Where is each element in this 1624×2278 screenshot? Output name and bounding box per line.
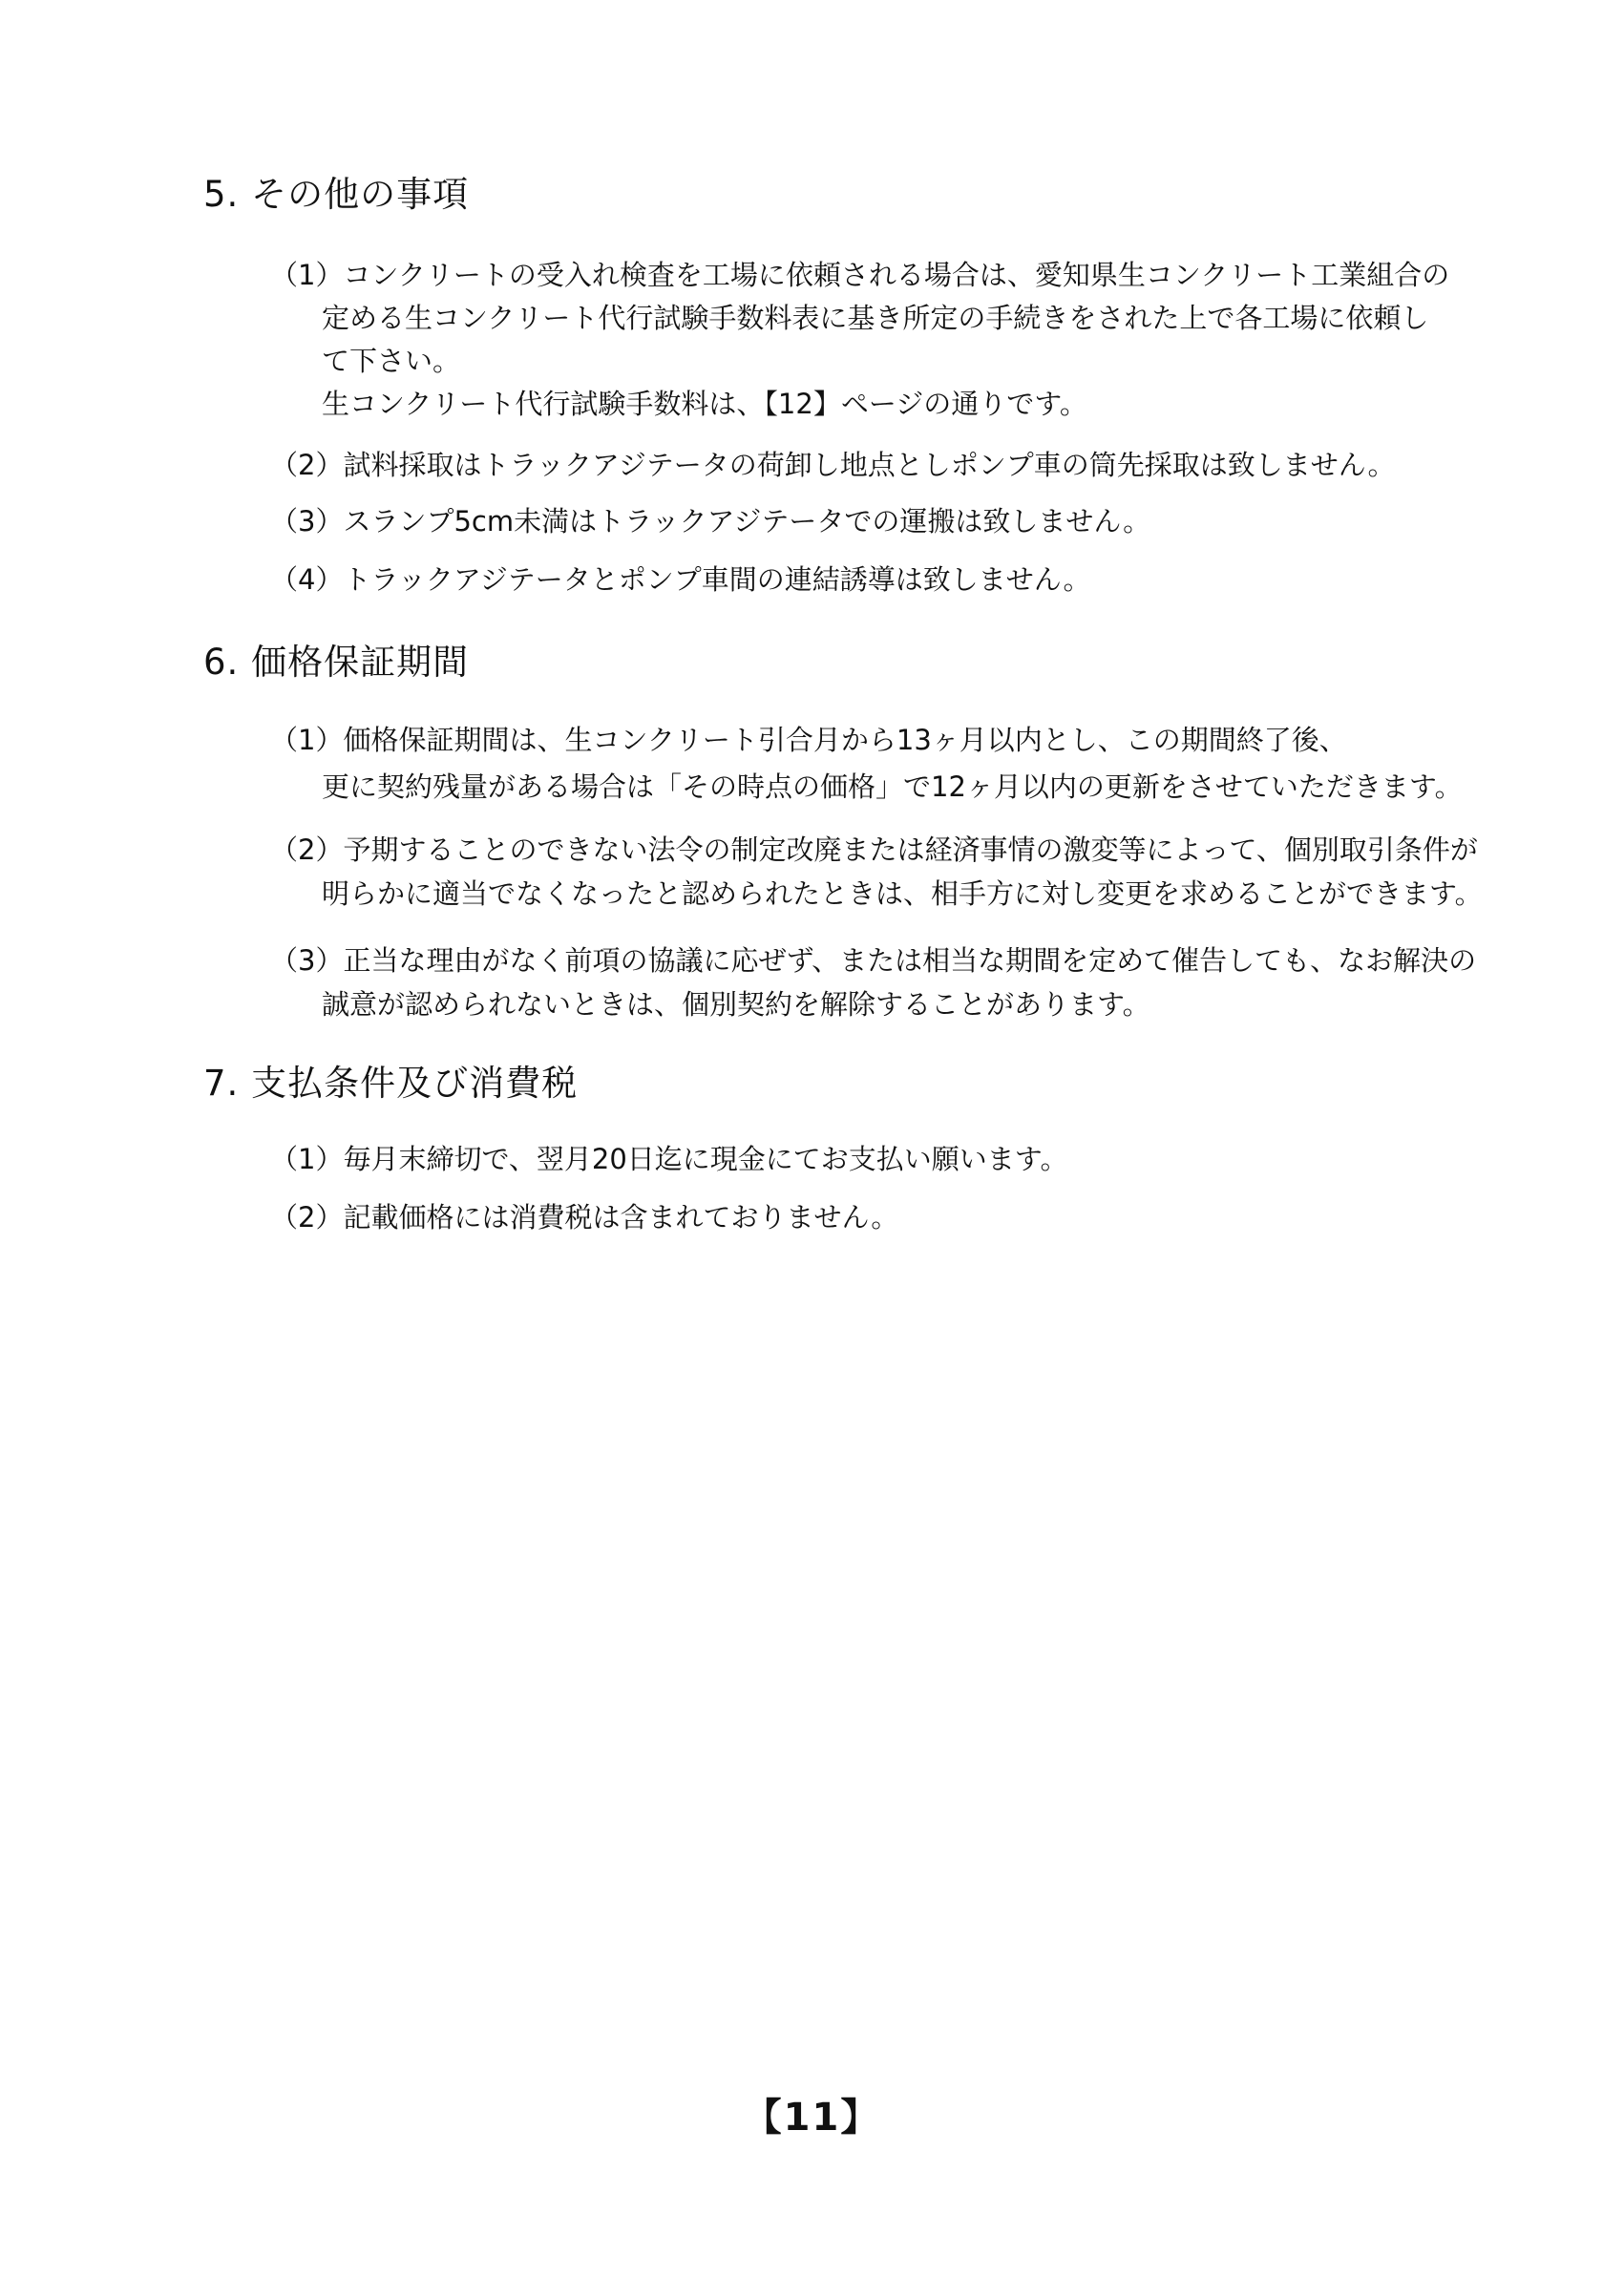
item-line: 定める生コンクリート代行試験手数料表に基き所定の手続きをされた上で各工場に依頼し [322,302,1429,334]
item-line: （4）トラックアジテータとポンプ車間の連結誘導は致しません。 [270,563,1091,596]
item-line: て下さい。 [322,345,461,377]
item-line: （3）スランプ5cm未満はトラックアジテータでの運搬は致しません。 [270,505,1151,538]
item-line: 誠意が認められないときは、個別契約を解除することがあります。 [322,988,1150,1021]
item-line: 生コンクリート代行試験手数料は、【12】ページの通りです。 [322,388,1087,420]
item-line: （1）コンクリートの受入れ検査を工場に依頼される場合は、愛知県生コンクリート工業組合の [270,259,1450,291]
item-line: （3）正当な理由がなく前項の協議に応ぜず、または相当な期間を定めて催告しても、なお解決の [270,944,1477,977]
item-line: （2）試料採取はトラックアジテータの荷卸し地点としポンプ車の筒先採取は致しません。 [270,449,1396,481]
item-line: 明らかに適当でなくなったと認められたときは、相手方に対し変更を求めることができます。 [322,877,1483,910]
item-line: （1）価格保証期間は、生コンクリート引合月から13ヶ月以内とし、この期間終了後、 [270,724,1347,756]
page-number: 【11】 [743,2096,881,2140]
item-line: （2）予期することのできない法令の制定改廃または経済事情の激変等によって、個別取引条件が [270,833,1478,866]
section-heading-7: 7. 支払条件及び消費税 [203,1063,579,1104]
item-line: （2）記載価格には消費税は含まれておりません。 [270,1201,899,1234]
item-line: 更に契約残量がある場合は「その時点の価格」で12ヶ月以内の更新をさせていただきます。 [322,770,1463,803]
section-heading-5: 5. その他の事項 [203,174,470,215]
section-heading-6: 6. 価格保証期間 [203,642,470,683]
item-line: （1）毎月末締切で、翌月20日迄に現金にてお支払い願います。 [270,1143,1068,1175]
